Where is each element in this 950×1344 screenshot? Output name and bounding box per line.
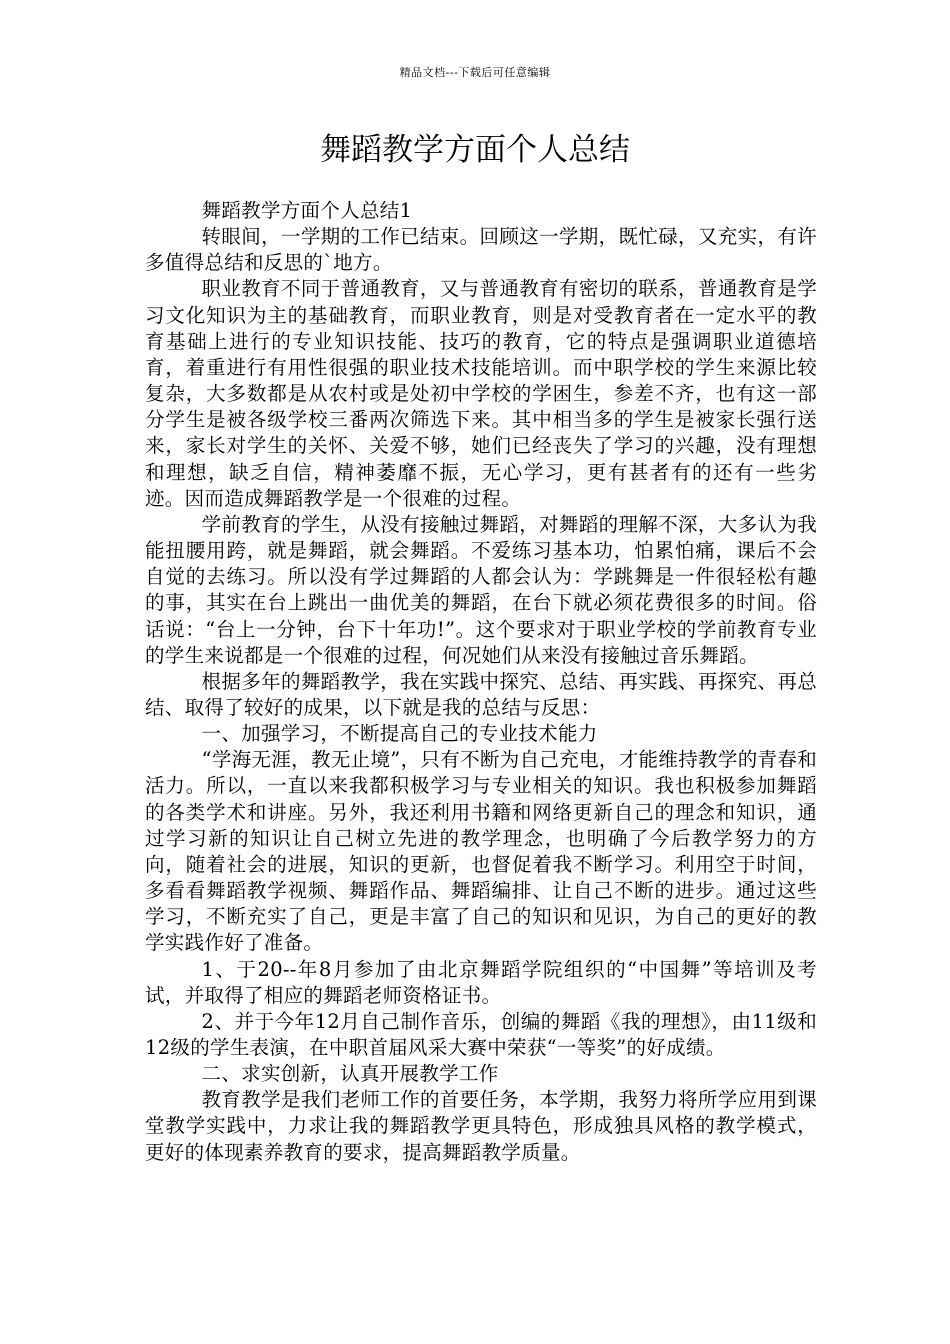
paragraph-teaching: 教育教学是我们老师工作的首要任务，本学期，我努力将所学应用到课堂教学实践中，力求让我的舞蹈教学更具特色，形成独具风格的教学模式，更好的体现素养教育的要求，提高舞蹈教学质量。 [145, 1088, 817, 1164]
page-header: 精品文档---下载后可任意编辑 [399, 66, 551, 79]
list-item-2: 2、并于今年12月自己制作音乐，创编的舞蹈《我的理想》，由11级和12级的学生表演，在中职首届风采大赛中荣获“一等奖”的好成绩。 [145, 1009, 817, 1059]
document-body [145, 198, 817, 1166]
paragraph-summary-intro: 根据多年的舞蹈教学，我在实践中探究、总结、再实践、再探究、再总结、取得了较好的成果，以下就是我的总结与反思： [145, 669, 817, 719]
list-item-1: 1、于20--年8月参加了由北京舞蹈学院组织的“中国舞”等培训及考试，并取得了相应的舞蹈老师资格证书。 [145, 957, 817, 1007]
paragraph-intro: 转眼间，一学期的工作已结束。回顾这一学期，既忙碌，又充实，有许多值得总结和反思的`地方。 [145, 225, 817, 275]
section-heading-2: 二、求实创新，认真开展教学工作 [201, 1062, 499, 1086]
section-heading-1: 一、加强学习，不断提高自己的专业技术能力 [201, 722, 598, 746]
paragraph-subtitle: 舞蹈教学方面个人总结1 [201, 199, 413, 222]
paragraph-learning: “学海无涯，教无止境”，只有不断为自己充电，才能维持教学的青春和活力。所以，一直以来我都积极学习与专业相关的知识。我也积极参加舞蹈的各类学术和讲座。另外，我还利用书籍和网络更新自己的理念和知识，通过学习新的知识让自己树立先进的教学理念，也明确了今后教学努力的方向，随着社会的进展，知识的更新，也督促着我不断学习。利用空于时间，多看看舞蹈教学视频、舞蹈作品、舞蹈编排、让自己不断的进步。通过这些学习，不断充实了自己，更是丰富了自己的知识和见识，为自己的更好的教学实践作好了准备。 [145, 748, 817, 955]
paragraph-preschool-students: 学前教育的学生，从没有接触过舞蹈，对舞蹈的理解不深，大多认为我能扭腰用跨，就是舞蹈，就会舞蹈。不爱练习基本功，怕累怕痛，课后不会自觉的去练习。所以没有学过舞蹈的人都会认为：学跳舞是一件很轻松有趣的事，其实在台上跳出一曲优美的舞蹈，在台下就必须花费很多的时间。俗话说：“台上一分钟，台下十年功!”。这个要求对于职业学校的学前教育专业的学生来说都是一个很难的过程，何况她们从来没有接触过音乐舞蹈。 [145, 512, 817, 667]
document-title: 舞蹈教学方面个人总结 [320, 132, 630, 168]
paragraph-vocational-education: 职业教育不同于普通教育，又与普通教育有密切的联系，普通教育是学习文化知识为主的基础教育，而职业教育，则是对受教育者在一定水平的教育基础上进行的专业知识技能、技巧的教育，它的特点是强调职业道德培育，着重进行有用性很强的职业技术技能培训。而中职学校的学生来源比较复杂，大多数都是从农村或是处初中学校的学困生，参差不齐，也有这一部分学生是被各级学校三番两次筛选下来。其中相当多的学生是被家长强行送来，家长对学生的关怀、关爱不够，她们已经丧失了学习的兴趣，没有理想和理想，缺乏自信，精神萎靡不振，无心学习，更有甚者有的还有一些劣迹。因而造成舞蹈教学是一个很难的过程。 [145, 277, 817, 510]
